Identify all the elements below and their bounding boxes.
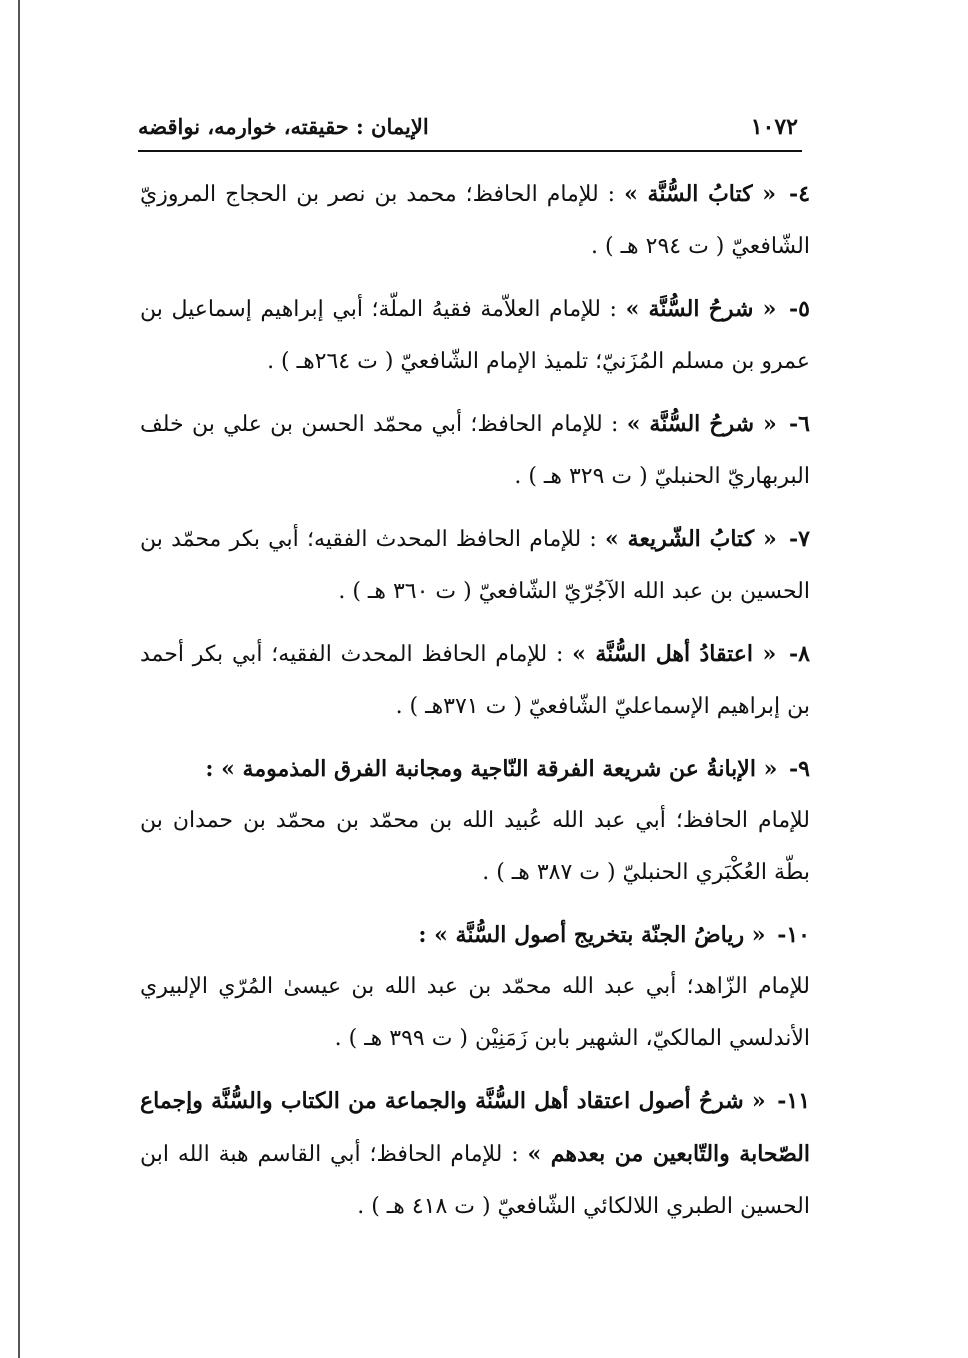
list-item	[140, 283, 810, 388]
entry-number: ٨-	[789, 641, 810, 667]
list-item	[140, 168, 810, 273]
page-number: ١٠٧٢	[750, 114, 798, 140]
entry-number: ١١-	[777, 1088, 811, 1114]
entry-description: : للإمام العلاّمة فقيهُ الملّة؛ أبي إبراهيم إسماعيل بن عمرو بن مسلم المُزَنيّ؛ تلميذ الإمام الشّافعيّ ( ت ٢٦٤هـ ) .	[140, 297, 810, 374]
book-title: « كتابُ السُّنَّة »	[624, 181, 777, 207]
bibliography-list	[140, 168, 810, 1243]
page-edge-line	[18, 0, 20, 1358]
book-title-line	[140, 743, 810, 795]
list-item	[140, 398, 810, 503]
page-header	[138, 108, 798, 150]
entry-description: : للإمام الحافظ؛ محمد بن نصر بن الحجاج المروزيّ الشّافعيّ ( ت ٢٩٤ هـ ) .	[140, 182, 810, 259]
book-title: « شرحُ السُّنَّة »	[625, 296, 777, 322]
book-title: « الإبانةُ عن شريعة الفرقة النّاجية ومجانبة الفرق المذمومة » :	[205, 756, 778, 782]
book-title: « شرحُ أصول اعتقاد أهل السُّنَّة والجماعة من الكتاب والسُّنَّة وإجماع الصّحابة والتّابعين من بعدهم »	[140, 1088, 810, 1167]
header-divider	[138, 150, 802, 152]
entry-number: ٦-	[789, 411, 810, 437]
entry-description: : للإمام الحافظ؛ أبي محمّد الحسن بن علي بن خلف البربهاريّ الحنبليّ ( ت ٣٢٩ هـ ) .	[140, 412, 810, 489]
book-title: « رياضُ الجنّة بتخريج أصول السُّنَّة » :	[418, 922, 766, 948]
running-title: الإيمان : حقيقته، خوارمه، نواقضه	[138, 114, 429, 139]
entry-description: للإمام الزّاهد؛ أبي عبد الله محمّد بن عبد الله بن عيسىٰ المُرّي الإلبيري الأندلسي المالكيّ، الشهير بابن زَمَنِيْن ( ت ٣٩٩ هـ ) .	[140, 974, 810, 1051]
entry-number: ٧-	[789, 526, 810, 552]
entry-description: : للإمام الحافظ المحدث الفقيه؛ أبي بكر أحمد بن إبراهيم الإسماعليّ الشّافعيّ ( ت ٣٧١هـ ) .	[140, 642, 810, 719]
entry-number: ٩-	[789, 756, 810, 782]
list-item	[140, 628, 810, 733]
entry-description: للإمام الحافظ؛ أبي عبد الله عُبيد الله بن محمّد بن محمّد بن حمدان بن بطّة العُكْبَري الحنبليّ ( ت ٣٨٧ هـ ) .	[140, 808, 810, 885]
entry-number: ١٠-	[777, 922, 810, 948]
list-item	[140, 1075, 810, 1233]
entry-description: : للإمام الحافظ؛ أبي القاسم هبة الله ابن الحسين الطبري اللالكائي الشّافعيّ ( ت ٤١٨ هـ ) .	[140, 1142, 810, 1219]
book-title: « اعتقادُ أهل السُّنَّة »	[572, 641, 777, 667]
book-title: « شرحُ السُّنَّة »	[626, 411, 777, 437]
entry-number: ٤-	[789, 181, 811, 207]
list-item	[140, 909, 810, 1065]
book-title: « كتابُ الشّريعة »	[605, 526, 777, 552]
list-item	[140, 743, 810, 899]
entry-description: : للإمام الحافظ المحدث الفقيه؛ أبي بكر محمّد بن الحسين بن عبد الله الآجُرّيّ الشّافعيّ ( ت ٣٦٠ هـ ) .	[140, 527, 810, 604]
entry-number: ٥-	[789, 296, 810, 322]
list-item	[140, 513, 810, 618]
book-title-line	[140, 909, 810, 961]
